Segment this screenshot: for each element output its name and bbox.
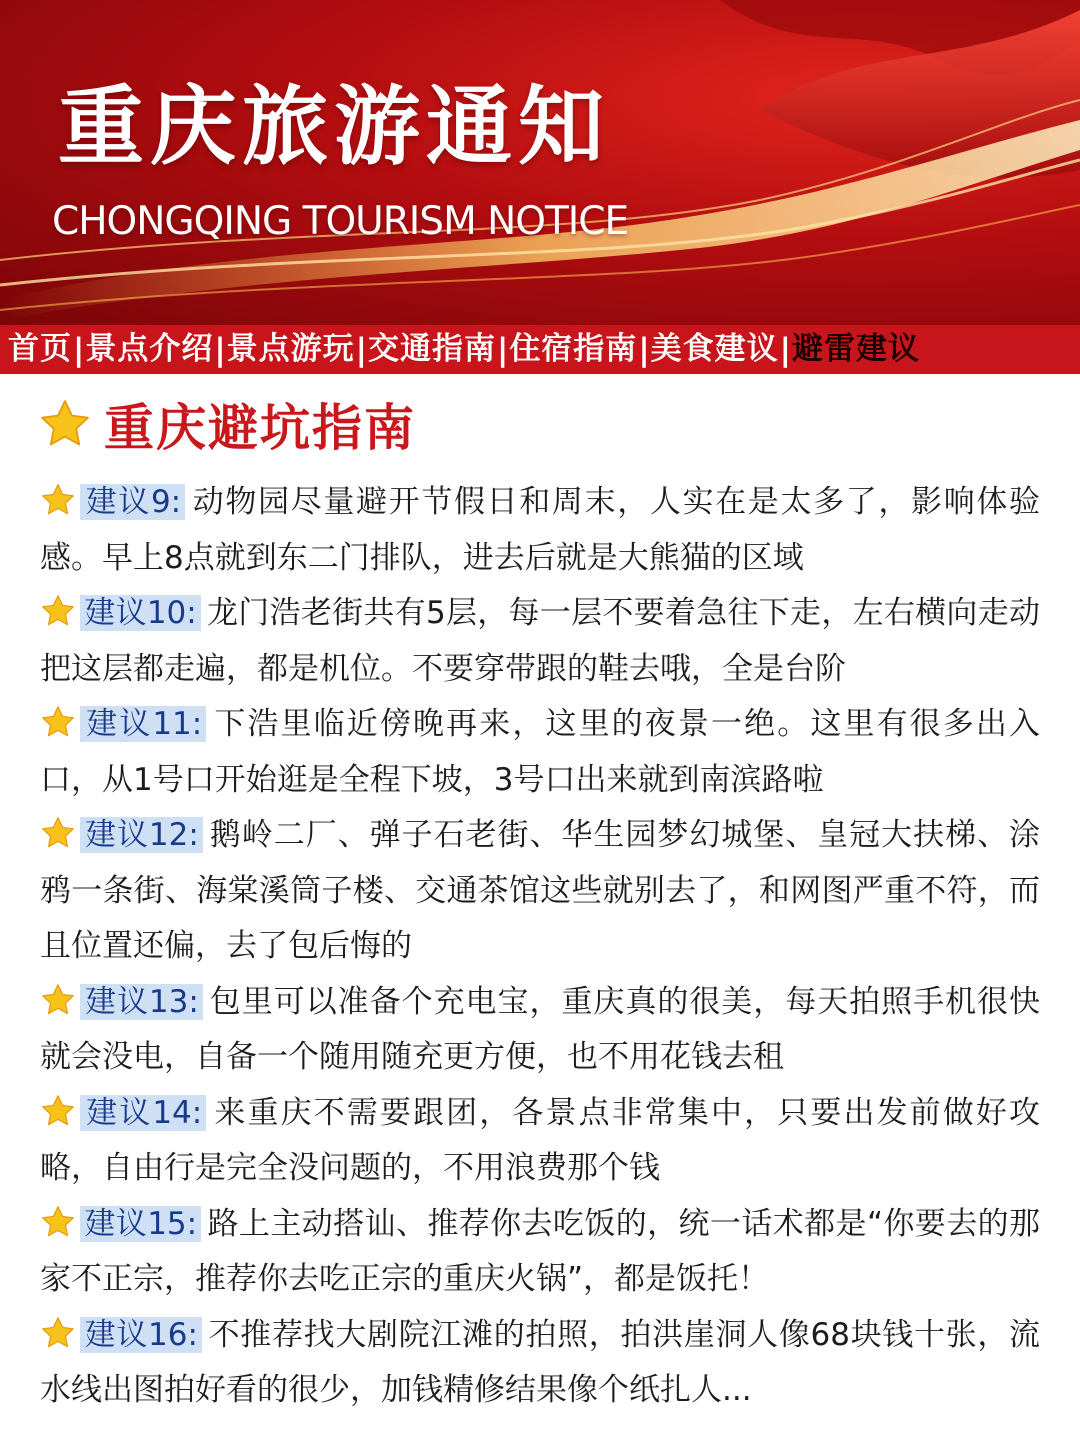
- tip-label: 建议16:: [80, 1317, 202, 1353]
- nav-separator: |: [779, 331, 791, 368]
- nav-separator: |: [73, 331, 85, 368]
- list-item: [40, 697, 1040, 808]
- nav-item-pitfall-tips[interactable]: 避雷建议: [791, 331, 920, 367]
- nav-item-food-tips[interactable]: 美食建议: [650, 331, 779, 367]
- tip-label: 建议12:: [80, 817, 203, 853]
- tip-text: 下浩里临近傍晚再来，这里的夜景一绝。这里有很多出入口，从1号口开始逛是全程下坡，3号口出来就到南滨路啦: [40, 706, 1041, 798]
- star-icon: [40, 593, 76, 629]
- section-title-text: 重庆避坑指南: [104, 399, 416, 457]
- nav-separator: |: [496, 331, 509, 368]
- tips-list: [40, 475, 1040, 1419]
- tip-text: 龙门浩老街共有5层，每一层不要着急往下走，左右横向走动把这层都走遍，都是机位。不要穿带跟的鞋去哦，全是台阶: [40, 595, 1040, 687]
- nav-separator: |: [355, 331, 367, 368]
- tip-text: 不推荐找大剧院江滩的拍照，拍洪崖洞人像68块钱十张，流水线出图拍好看的很少，加钱精修结果像个纸扎人...: [40, 1316, 1041, 1408]
- tip-text: 鹅岭二厂、弹子石老街、华生园梦幻城堡、皇冠大扶梯、涂鸦一条街、海棠溪筒子楼、交通茶馆这些就别去了，和网图严重不符，而且位置还偏，去了包后悔的: [40, 817, 1041, 964]
- tip-label: 建议13:: [80, 984, 203, 1020]
- tip-label: 建议9:: [80, 484, 185, 520]
- header-banner: [0, 0, 1080, 325]
- star-icon: [40, 1204, 76, 1240]
- tip-text: 路上主动搭讪、推荐你去吃饭的，统一话术都是“你要去的那家不正宗，推荐你去吃正宗的重庆火锅”，都是饭托！: [40, 1205, 1041, 1297]
- nav-item-lodging-guide[interactable]: 住宿指南: [509, 331, 638, 367]
- tip-text: 动物园尽量避开节假日和周末，人实在是太多了，影响体验感。早上8点就到东二门排队，进去后就是大熊猫的区域: [40, 484, 1041, 576]
- tip-text: 包里可以准备个充电宝，重庆真的很美，每天拍照手机很快就会没电，自备一个随用随充更方便，也不用花钱去租: [40, 983, 1041, 1075]
- page-subtitle: CHONGQING TOURISM NOTICE: [52, 199, 629, 244]
- star-icon: [40, 704, 76, 740]
- list-item: [40, 1308, 1040, 1419]
- star-icon: [38, 397, 92, 451]
- nav-item-attractions-intro[interactable]: 景点介绍: [85, 331, 214, 367]
- nav-item-attractions-play[interactable]: 景点游玩: [226, 331, 355, 367]
- tip-label: 建议10:: [80, 595, 201, 631]
- tip-label: 建议14:: [80, 1095, 206, 1131]
- tip-text: 来重庆不需要跟团，各景点非常集中，只要出发前做好攻略，自由行是完全没问题的，不用浪费那个钱: [40, 1094, 1041, 1186]
- list-item: [40, 1197, 1040, 1308]
- page-title: 重庆旅游通知: [58, 77, 610, 177]
- star-icon: [40, 1093, 76, 1129]
- tip-label: 建议15:: [80, 1206, 201, 1242]
- nav-separator: |: [214, 331, 226, 368]
- nav-separator: |: [638, 331, 650, 368]
- list-item: [40, 808, 1040, 975]
- list-item: [40, 975, 1040, 1086]
- star-icon: [40, 982, 76, 1018]
- star-icon: [40, 482, 76, 518]
- nav-bar: [0, 325, 1080, 374]
- list-item: [40, 586, 1040, 697]
- nav-item-transport-guide[interactable]: 交通指南: [367, 331, 496, 367]
- star-icon: [40, 1315, 76, 1351]
- section-title: [38, 392, 416, 456]
- star-icon: [40, 815, 76, 851]
- nav-item-home[interactable]: 首页: [8, 331, 72, 367]
- list-item: [40, 475, 1040, 586]
- list-item: [40, 1086, 1040, 1197]
- tip-label: 建议11:: [80, 706, 206, 742]
